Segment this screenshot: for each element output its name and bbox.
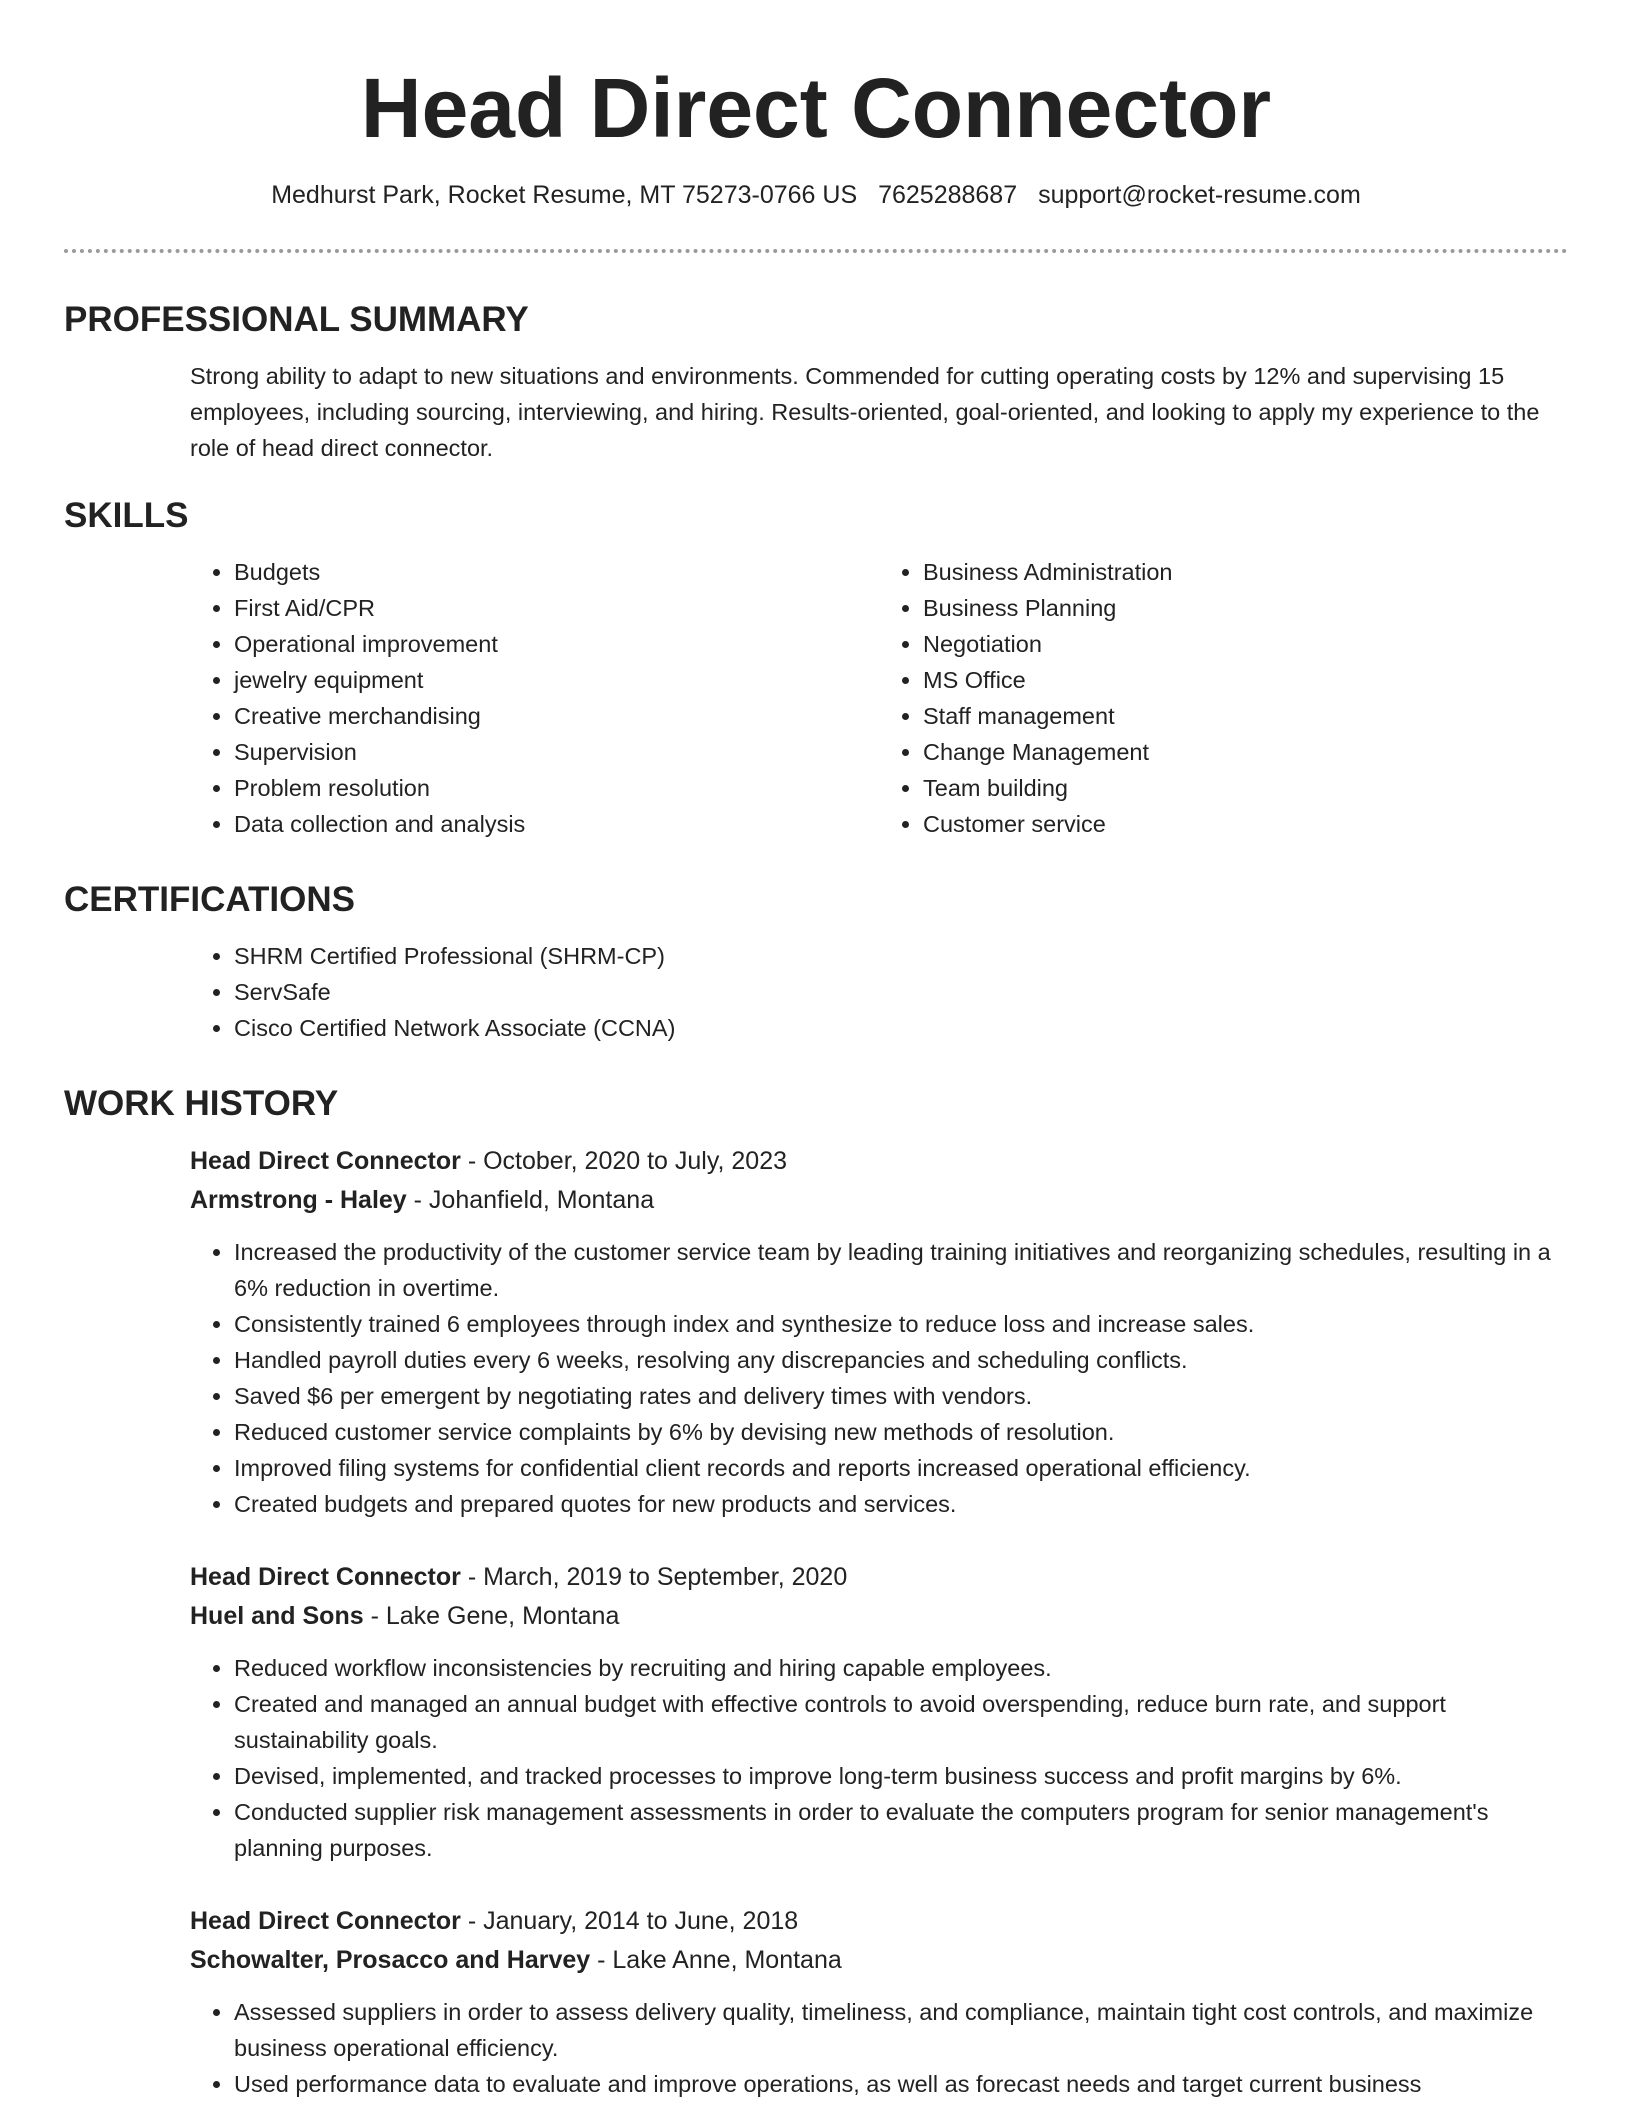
job-dates: - October, 2020 to July, 2023	[460, 1147, 788, 1175]
job-company: Schowalter, Prosacco and Harvey	[190, 1946, 591, 1974]
skill-item: • Budgets	[234, 554, 879, 590]
skill-item: • Supervision	[234, 734, 879, 770]
certifications-body	[190, 938, 1568, 1046]
skill-item: • First Aid/CPR	[234, 590, 879, 626]
certification-item: • ServSafe	[234, 974, 1568, 1010]
skills-right-list	[879, 554, 1568, 842]
job-role-line	[190, 1558, 1568, 1597]
job-bullets	[190, 1994, 1568, 2102]
job-entry	[190, 1558, 1568, 1866]
certifications-title: CERTIFICATIONS	[64, 880, 356, 919]
skill-item: • Customer service	[923, 806, 1568, 842]
job-dates: - March, 2019 to September, 2020	[460, 1563, 848, 1591]
job-company: Armstrong - Haley	[190, 1186, 407, 1214]
job-role: Head Direct Connector	[190, 1147, 461, 1175]
job-bullet: • Reduced customer service complaints by 6% by devising new methods of resolution.	[234, 1414, 1568, 1450]
job-bullet: • Devised, implemented, and tracked processes to improve long-term business success and profit margins by 6%.	[234, 1758, 1568, 1794]
header-divider	[64, 249, 1568, 253]
job-role: Head Direct Connector	[190, 1907, 461, 1935]
skill-item: • Operational improvement	[234, 626, 879, 662]
work-history-title: WORK HISTORY	[64, 1084, 339, 1123]
job-location: - Johanfield, Montana	[406, 1186, 655, 1214]
job-bullet: • Conducted supplier risk management assessments in order to evaluate the computers program for senior management's planning purposes.	[234, 1794, 1568, 1866]
job-company-line	[190, 1941, 1568, 1980]
certification-item: • SHRM Certified Professional (SHRM-CP)	[234, 938, 1568, 974]
job-bullets	[190, 1650, 1568, 1866]
address: Medhurst Park, Rocket Resume, MT 75273-0766 US	[271, 181, 858, 209]
skill-item: • Business Administration	[923, 554, 1568, 590]
resume-name: Head Direct Connector	[360, 61, 1272, 155]
job-bullet: • Consistently trained 6 employees through index and synthesize to reduce loss and increase sales.	[234, 1306, 1568, 1342]
skill-item: • Problem resolution	[234, 770, 879, 806]
summary-text: Strong ability to adapt to new situations and environments. Commended for cutting operating costs by 12% and supervising 15 employees, including sourcing, interviewing, and hiring. Results-oriented, goal-oriented, and looking to apply my experience to the role of head direct connector.	[190, 363, 1540, 461]
contact-line	[0, 178, 1632, 212]
skills-section	[64, 492, 1568, 842]
job-bullet: • Increased the productivity of the customer service team by leading training initiatives and reorganizing schedules, resulting in a 6% reduction in overtime.	[234, 1234, 1568, 1306]
certifications-list	[190, 938, 1568, 1046]
skill-item: • Staff management	[923, 698, 1568, 734]
job-bullet: • Used performance data to evaluate and improve operations, as well as forecast needs and target current business	[234, 2066, 1568, 2102]
job-role-line	[190, 1142, 1568, 1181]
job-bullet: • Assessed suppliers in order to assess delivery quality, timeliness, and compliance, maintain tight cost controls, and maximize business operational efficiency.	[234, 1994, 1568, 2066]
summary-section	[64, 296, 1568, 466]
job-company-line	[190, 1597, 1568, 1636]
skill-item: • MS Office	[923, 662, 1568, 698]
job-bullet: • Reduced workflow inconsistencies by recruiting and hiring capable employees.	[234, 1650, 1568, 1686]
skills-title: SKILLS	[64, 496, 189, 535]
job-bullet: • Created budgets and prepared quotes for new products and services.	[234, 1486, 1568, 1522]
skill-item: • Creative merchandising	[234, 698, 879, 734]
job-bullet: • Created and managed an annual budget with effective controls to avoid overspending, reduce burn rate, and support sustainability goals.	[234, 1686, 1568, 1758]
skill-item: • Team building	[923, 770, 1568, 806]
skill-item: • Business Planning	[923, 590, 1568, 626]
summary-title: PROFESSIONAL SUMMARY	[64, 300, 529, 339]
certification-item: • Cisco Certified Network Associate (CCNA)	[234, 1010, 1568, 1046]
skills-left-list	[190, 554, 879, 842]
job-bullets	[190, 1234, 1568, 1522]
work-history-section	[64, 1080, 1568, 2102]
skill-item: • jewelry equipment	[234, 662, 879, 698]
email: support@rocket-resume.com	[1038, 181, 1361, 209]
phone: 7625288687	[878, 181, 1018, 209]
job-company-line	[190, 1181, 1568, 1220]
job-entry	[190, 1142, 1568, 1522]
job-entry	[190, 1902, 1568, 2102]
skill-item: • Data collection and analysis	[234, 806, 879, 842]
job-bullet: • Saved $6 per emergent by negotiating rates and delivery times with vendors.	[234, 1378, 1568, 1414]
job-company: Huel and Sons	[190, 1602, 364, 1630]
job-role-line	[190, 1902, 1568, 1941]
job-bullet: • Improved filing systems for confidential client records and reports increased operational efficiency.	[234, 1450, 1568, 1486]
skill-item: • Negotiation	[923, 626, 1568, 662]
skill-item: • Change Management	[923, 734, 1568, 770]
job-dates: - January, 2014 to June, 2018	[460, 1907, 799, 1935]
job-location: - Lake Gene, Montana	[363, 1602, 620, 1630]
job-bullet: • Handled payroll duties every 6 weeks, resolving any discrepancies and scheduling conflicts.	[234, 1342, 1568, 1378]
job-location: - Lake Anne, Montana	[590, 1946, 842, 1974]
skills-columns	[190, 554, 1568, 842]
certifications-section	[64, 876, 1568, 1046]
job-role: Head Direct Connector	[190, 1563, 461, 1591]
resume-content	[64, 296, 1568, 2112]
